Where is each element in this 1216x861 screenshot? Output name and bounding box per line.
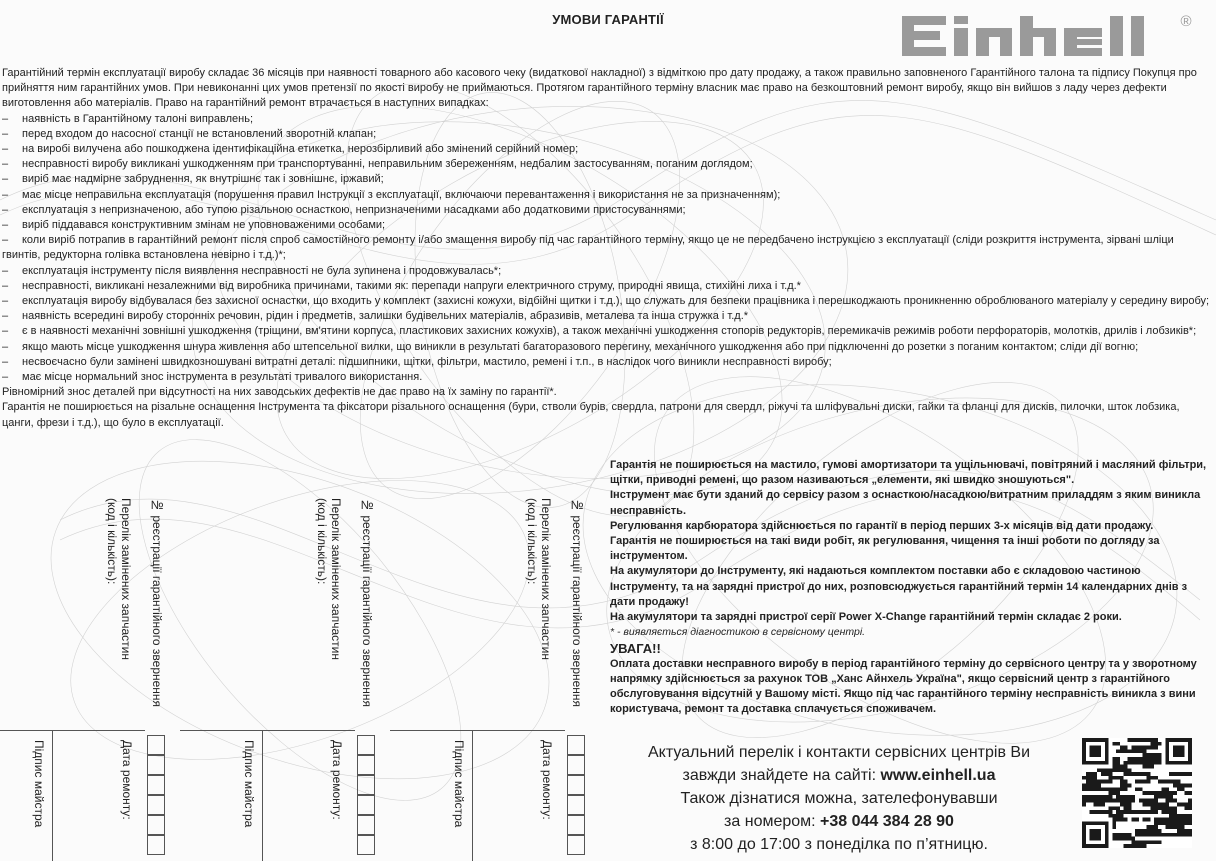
exclusion-item	[2, 279, 1214, 294]
condition-power-x-change: На акумулятори та зарядні пристрої серії Power X-Change гарантійний термін складає 2 роки.	[610, 611, 1122, 624]
additional-conditions	[610, 458, 1210, 717]
exclusion-text: на виробі вилучена або пошкоджена ідентифікаційна етикетка, нерозбірливий або змінений серійний номер;	[22, 143, 579, 156]
bullet-dash: –	[2, 203, 9, 216]
service-contact-info	[608, 741, 1070, 856]
slip-box[interactable]	[567, 775, 585, 795]
exclusion-text: несправності виробу викликані ушкодженням при транспортуванні, неправильним збереженням, недбалим застосуванням, поганим доглядом;	[22, 158, 753, 171]
warranty-terms	[2, 66, 1214, 431]
exclusion-item	[2, 355, 1214, 370]
bullet-dash: –	[2, 143, 9, 156]
slip-box[interactable]	[147, 815, 165, 835]
condition-consumables: Гарантія не поширюється на мастило, гумові амортизатори та ущільнювачі, повітряний і масляний фільтри, щітки, приводні ремені, що разом називаються „елементи, які швидко зношуються".	[610, 459, 1207, 487]
slip-registration-label: № реєстрації гарантійного звернення	[360, 498, 374, 708]
exclusion-text: експлуатація інструменту після виявлення несправності не була зупинена і продовжувалась*;	[22, 264, 502, 277]
bullet-dash: –	[2, 127, 9, 140]
exclusion-text: експлуатація виробу відбувалася без захисної оснастки, що входить у комплект (захисні кожухи, відбійні щитки і т.д.), що служать для безпеки працівника і перешкоджають проникненню оброблюваного матеріалу у середину виробу;	[22, 295, 1210, 308]
bullet-dash: –	[2, 310, 9, 323]
exclusion-text: є в наявності механічні зовнішні ушкодження (тріщини, вм'ятини корпуса, пластикових захисних кожухів), а також механічні ушкодження стопорів редукторів, перемикачів режимів роботи перфораторів, молотків, дрилів і лобзиків*;	[22, 325, 1197, 338]
condition-accessories: Інструмент має бути зданий до сервісу разом з оснасткою/насадкою/витратним приладдям з яким виникла несправність.	[610, 489, 1201, 517]
slip-box[interactable]	[357, 775, 375, 795]
exclusion-item	[2, 264, 1214, 279]
exclusion-item	[2, 370, 1214, 385]
exclusion-item	[2, 324, 1214, 339]
bullet-dash: –	[2, 234, 9, 247]
slip-parts-label: Перелік замінених запчастин (код і кількість):	[315, 498, 343, 660]
bullet-dash: –	[2, 340, 9, 353]
slip-box[interactable]	[567, 755, 585, 775]
slip-column-divider	[52, 730, 53, 861]
service-slip-1	[0, 494, 216, 861]
slip-box[interactable]	[567, 795, 585, 815]
exclusion-item	[2, 172, 1214, 187]
exclusion-item	[2, 157, 1214, 172]
bullet-dash: –	[2, 371, 9, 384]
slip-box[interactable]	[357, 755, 375, 775]
exclusion-text: коли виріб потрапив в гарантійний ремонт після спроб самостійного ремонту і/або змащення виробу під час гарантійного терміну, якщо це не передбачено інструкцією з експлуатації (сліди розкриття інструмента, зірвані шліци гвинтів, редукторна голівка встановлена невірно і т.д.)*;	[2, 234, 1174, 262]
bullet-dash: –	[2, 219, 9, 232]
slip-column-divider	[262, 730, 263, 861]
bullet-dash: –	[2, 158, 9, 171]
bullet-dash: –	[2, 355, 9, 368]
website-link[interactable]: www.einhell.ua	[880, 767, 996, 784]
slip-divider	[0, 730, 145, 731]
slip-parts-label: Перелік замінених запчастин (код і кількість):	[525, 498, 553, 660]
bullet-dash: –	[2, 173, 9, 186]
bullet-dash: –	[2, 295, 9, 308]
slip-box[interactable]	[357, 735, 375, 755]
slip-box[interactable]	[147, 835, 165, 855]
exclusion-item	[2, 188, 1214, 203]
slip-parts-label: Перелік замінених запчастин (код і кількість):	[105, 498, 133, 660]
exclusion-item	[2, 233, 1214, 263]
contact-line-5: з 8:00 до 17:00 з понеділка по п’ятницю.	[690, 836, 988, 853]
contact-line-2: завжди знайдете на сайті: www.einhell.ua	[682, 767, 996, 784]
exclusion-item	[2, 218, 1214, 233]
exclusion-item	[2, 127, 1214, 142]
contact-line-4: за номером: +38 044 384 28 90	[724, 813, 954, 830]
slip-box[interactable]	[147, 795, 165, 815]
page-title: УМОВИ ГАРАНТІЇ	[552, 12, 664, 27]
exclusion-text: перед входом до насосної станції не встановлений зворотній клапан;	[22, 127, 377, 140]
condition-batteries: На акумулятори до Інструменту, які надаються комплектом поставки або є складовою частиною Інструменту, та на зарядні пристрої до них, розповсюджується гарантійний термін 14 календарних днів з дати продажу!	[610, 565, 1188, 608]
bullet-dash: –	[2, 279, 9, 292]
exclusion-item	[2, 340, 1214, 355]
slip-divider	[180, 730, 355, 731]
exclusion-text: несвоєчасно були замінені швидкозношувані витратні деталі: підшипники, щітки, фільтри, мастило, ремені і т.п., в наслідок чого виникли несправності виробу;	[22, 355, 832, 368]
exclusion-item	[2, 112, 1214, 127]
slip-signature-label: Підпис майстра	[242, 740, 256, 828]
slip-box[interactable]	[567, 835, 585, 855]
contact-line-3: Також дізнатися можна, зателефонувавши	[680, 790, 998, 807]
terms-outro-wear: Рівномірний знос деталей при відсутності на них заводських дефектів не дає право на їх заміну по гарантії*.	[2, 386, 557, 399]
exclusion-item	[2, 142, 1214, 157]
warning-text: Оплата доставки несправного виробу в період гарантійного терміну до сервісного центру та у зворотному напрямку здійснюється за рахунок ТОВ „Ханс Айнхель Україна", якщо сервісний центр з гарантійного обслуговування відсутній у Вашому місті. Якщо під час гарантійного терміну несправність виникла з вини користувача, ремонт та доставка сплачується споживачем.	[610, 657, 1197, 716]
exclusion-text: має місце нормальний знос інструмента в результаті тривалого використання.	[22, 371, 423, 384]
slip-box[interactable]	[567, 735, 585, 755]
bullet-dash: –	[2, 188, 9, 201]
slip-box[interactable]	[147, 775, 165, 795]
bullet-dash: –	[2, 325, 9, 338]
terms-outro-tooling: Гарантія не поширюється на різальне оснащення Інструмента та фіксатори різального оснащення (бури, стволи бурів, свердла, патрони для свердл, ріжучі та шліфувальні диски, гайки та фланці для дисків, пилочки, шток лобзика, цанги, фрези і т.д.), що було в експлуатації.	[2, 401, 1180, 429]
exclusion-item	[2, 294, 1214, 309]
slip-registration-label: № реєстрації гарантійного звернення	[150, 498, 164, 708]
slip-box[interactable]	[147, 735, 165, 755]
exclusion-text: якщо мають місце ушкодження шнура живлення або штепсельної вилки, що виникли в результаті багаторазового перегину, механічного ушкодження або при підключенні до розетки з поганим контактом; сліди дії вогню;	[22, 340, 1139, 353]
contact-line-1: Актуальний перелік і контакти сервісних центрів Ви	[647, 744, 1031, 761]
exclusion-text: експлуатація з непризначеною, або тупою різальною оснасткою, непризначеними насадками або додатковими пристосуваннями;	[22, 203, 686, 216]
phone-number[interactable]: +38 044 384 28 90	[820, 813, 954, 830]
exclusion-text: виріб має надмірне забруднення, як внутрішнє так і зовнішнє, іржавий;	[22, 173, 384, 186]
exclusion-text: виріб піддавався конструктивним змінам не уповноваженими особами;	[22, 219, 386, 232]
slip-repair-date-label: Дата ремонту:	[330, 740, 344, 820]
slip-box[interactable]	[567, 815, 585, 835]
einhell-logo	[900, 10, 1200, 60]
terms-list	[2, 112, 1214, 386]
exclusion-item	[2, 203, 1214, 218]
slip-column-divider	[472, 730, 473, 861]
condition-carburetor: Регулювання карбюратора здійснюється по гарантії в період перших 3-х місяців від дати продажу.	[610, 519, 1154, 532]
slip-signature-label: Підпис майстра	[452, 740, 466, 828]
exclusion-text: наявність в Гарантійному талоні виправлень;	[22, 112, 253, 125]
footnote: * - виявляється діагностикою в сервісному центрі.	[610, 626, 866, 639]
registered-mark: ®	[1180, 13, 1192, 30]
condition-maintenance: Гарантія не поширюється на такі види робіт, як регулювання, чищення та інші роботи по догляду за інструментом.	[610, 535, 1160, 563]
terms-intro: Гарантійний термін експлуатації виробу складає 36 місяців при наявності товарного або касового чеку (видаткової накладної) з відміткою про дату продажу, а також правильно заповненого Гарантійного талона та підпису Покупця про прийняття ним гарантійних умов. При невиконанні цих умов претензії по якості виробу не приймаються. Протягом гарантійного терміну власник має право на безкоштовний ремонт виробу, якщо він вийшов з ладу через дефекти виготовлення або матеріалів. Право на гарантійний ремонт втрачається в наступних випадках:	[2, 67, 1197, 110]
slip-signature-label: Підпис майстра	[32, 740, 46, 828]
slip-box[interactable]	[147, 755, 165, 775]
slip-box[interactable]	[357, 835, 375, 855]
slip-repair-date-label: Дата ремонту:	[540, 740, 554, 820]
exclusion-text: несправності, викликані незалежними від виробника причинами, такими як: перепади напруги електричного струму, природні явища, стихійні лиха і т.д.*	[22, 279, 801, 292]
exclusion-item	[2, 309, 1214, 324]
service-slip-2	[210, 494, 426, 861]
exclusion-text: наявність всередині виробу сторонніх речовин, рідин і предметів, залишки будівельних матеріалів, абразивів, металева та інша стружка і т.д.*	[22, 310, 749, 323]
exclusion-text: має місце неправильна експлуатація (порушення правил Інструкції з експлуатації, включаючи перевантаження і використання не за призначенням);	[22, 188, 781, 201]
bullet-dash: –	[2, 112, 9, 125]
service-slip-3	[420, 494, 636, 861]
slip-divider	[390, 730, 565, 731]
slip-box[interactable]	[357, 795, 375, 815]
qr-code[interactable]	[1082, 738, 1192, 848]
bullet-dash: –	[2, 264, 9, 277]
slip-repair-date-label: Дата ремонту:	[120, 740, 134, 820]
warning-title: УВАГА!!	[610, 641, 661, 657]
slip-registration-label: № реєстрації гарантійного звернення	[570, 498, 584, 708]
slip-box[interactable]	[357, 815, 375, 835]
